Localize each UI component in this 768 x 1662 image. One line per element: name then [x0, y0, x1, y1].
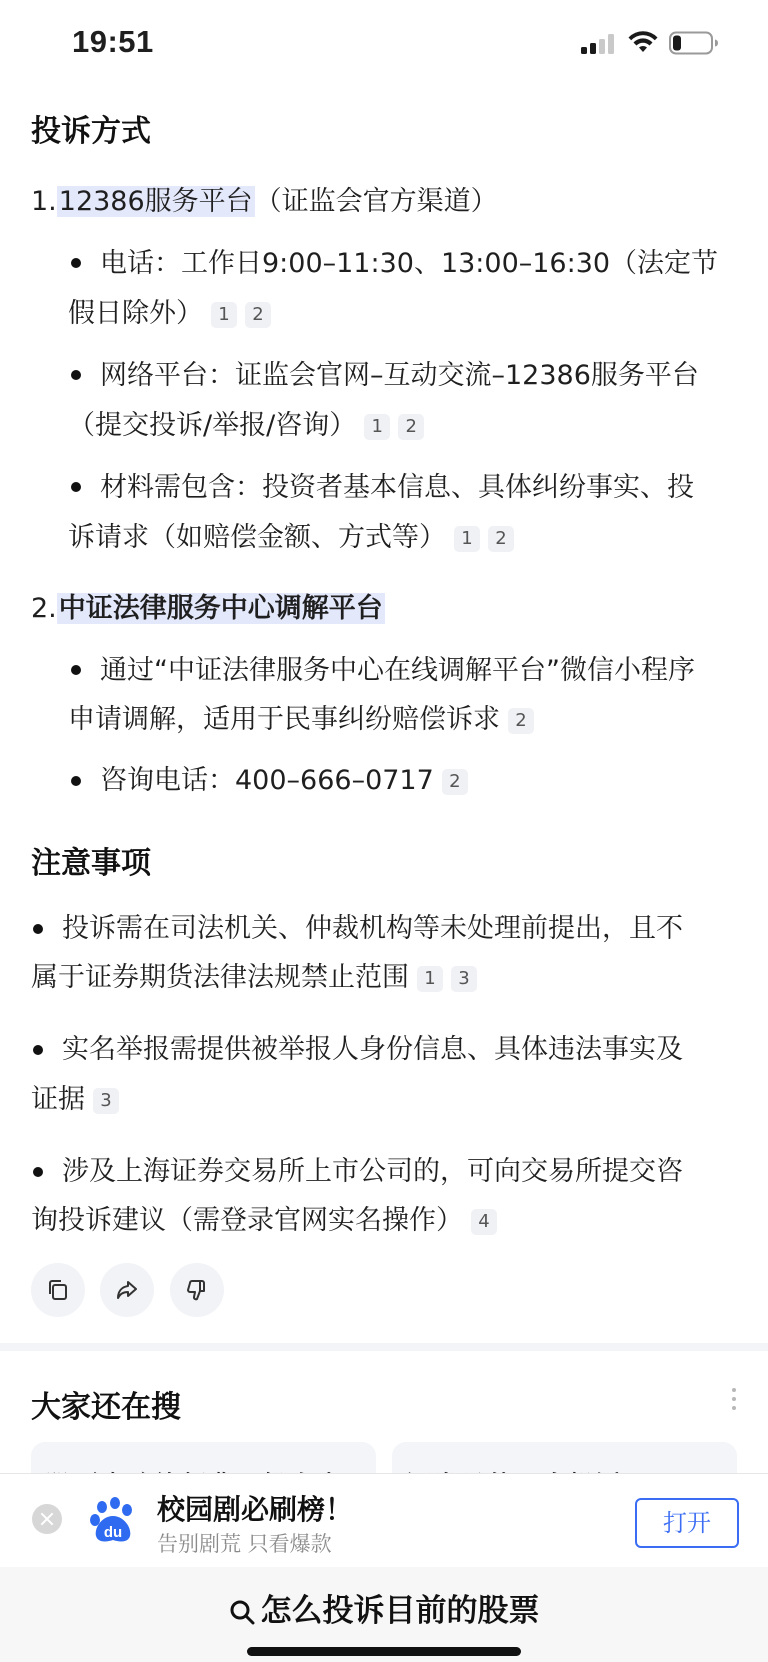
dislike-button[interactable] — [170, 1263, 224, 1317]
svg-text:du: du — [103, 1524, 123, 1541]
method-2-title-link[interactable]: 中证法律服务中心调解平台 — [58, 593, 383, 624]
bullet-dot — [33, 1167, 43, 1177]
list-item-continuation: 假日除外） 1 2 — [68, 296, 271, 332]
share-icon — [115, 1278, 139, 1302]
banner-subtitle: 告别剧荒 只看爆款 — [157, 1532, 332, 1556]
citation-ref[interactable]: 2 — [488, 526, 514, 552]
list-item-continuation: 询投诉建议（需登录官网实名操作） 4 — [31, 1203, 497, 1239]
share-button[interactable] — [100, 1263, 154, 1317]
list-item-continuation: 属于证券期货法律法规禁止范围 1 3 — [31, 960, 477, 996]
bullet-dot — [71, 776, 81, 786]
method-1-number: 1. — [31, 186, 57, 217]
search-icon — [229, 1599, 255, 1625]
bullet-dot — [71, 370, 81, 380]
list-item: 通过“中证法律服务中心在线调解平台”微信小程序 — [100, 655, 695, 686]
bottom-search-bar[interactable] — [0, 1567, 768, 1662]
list-item-continuation: （提交投诉/举报/咨询） 1 2 — [68, 408, 424, 444]
wifi-icon — [627, 30, 659, 54]
bullet-dot — [71, 258, 81, 268]
thumbs-down-icon — [185, 1278, 209, 1302]
copy-icon — [46, 1278, 70, 1302]
citation-ref[interactable]: 2 — [508, 708, 534, 734]
search-query-text: 怎么投诉目前的股票 — [260, 1593, 540, 1629]
section-title-complaint-methods: 投诉方式 — [31, 114, 151, 149]
method-1-suffix: （证监会官方渠道） — [254, 186, 498, 217]
copy-button[interactable] — [31, 1263, 85, 1317]
citation-ref[interactable]: 1 — [211, 302, 237, 328]
list-item-continuation: 诉请求（如赔偿金额、方式等） 1 2 — [68, 520, 514, 556]
bullet-dot — [33, 924, 43, 934]
list-item: 投诉需在司法机关、仲裁机构等未处理前提出，且不 — [62, 913, 683, 944]
citation-ref[interactable]: 2 — [442, 769, 468, 795]
method-2-heading — [31, 591, 385, 627]
method-2-number: 2. — [31, 593, 57, 624]
list-item: 咨询电话：400–666–0717 2 — [100, 763, 468, 799]
bullet-dot — [71, 665, 81, 675]
list-item: 涉及上海证券交易所上市公司的，可向交易所提交咨 — [62, 1156, 683, 1187]
related-searches-title: 大家还在搜 — [31, 1390, 181, 1425]
open-app-button[interactable]: 打开 — [635, 1498, 739, 1548]
banner-title: 校园剧必刷榜！ — [157, 1493, 354, 1526]
citation-ref[interactable]: 3 — [451, 966, 477, 992]
list-item: 材料需包含：投资者基本信息、具体纠纷事实、投 — [100, 472, 694, 503]
more-options-icon[interactable] — [731, 1388, 737, 1414]
list-item-continuation: 证据 3 — [31, 1082, 119, 1118]
bullet-dot — [71, 482, 81, 492]
method-1-title-link[interactable]: 12386服务平台 — [58, 186, 253, 217]
section-title-notes: 注意事项 — [31, 846, 151, 881]
citation-ref[interactable]: 4 — [471, 1209, 497, 1235]
list-item: 电话：工作日9:00–11:30、13:00–16:30（法定节 — [100, 248, 719, 279]
citation-ref[interactable]: 3 — [93, 1088, 119, 1114]
battery-icon — [669, 31, 719, 55]
citation-ref[interactable]: 1 — [454, 526, 480, 552]
baidu-logo — [88, 1496, 138, 1546]
search-query[interactable] — [0, 1585, 768, 1630]
citation-ref[interactable]: 1 — [417, 966, 443, 992]
section-divider — [0, 1343, 768, 1351]
citation-ref[interactable]: 2 — [245, 302, 271, 328]
status-bar — [0, 0, 768, 88]
citation-ref[interactable]: 2 — [398, 414, 424, 440]
list-item-continuation: 申请调解，适用于民事纠纷赔偿诉求 2 — [68, 702, 534, 738]
citation-ref[interactable]: 1 — [364, 414, 390, 440]
home-indicator[interactable] — [247, 1647, 521, 1656]
list-item: 网络平台：证监会官网–互动交流–12386服务平台 — [100, 360, 699, 391]
status-time: 19:51 — [72, 24, 154, 59]
app-promo-banner — [0, 1473, 768, 1568]
method-1-heading — [31, 184, 498, 220]
cellular-signal-icon — [581, 34, 617, 54]
close-icon[interactable] — [32, 1504, 62, 1534]
bullet-dot — [33, 1045, 43, 1055]
list-item: 实名举报需提供被举报人身份信息、具体违法事实及 — [62, 1034, 683, 1065]
